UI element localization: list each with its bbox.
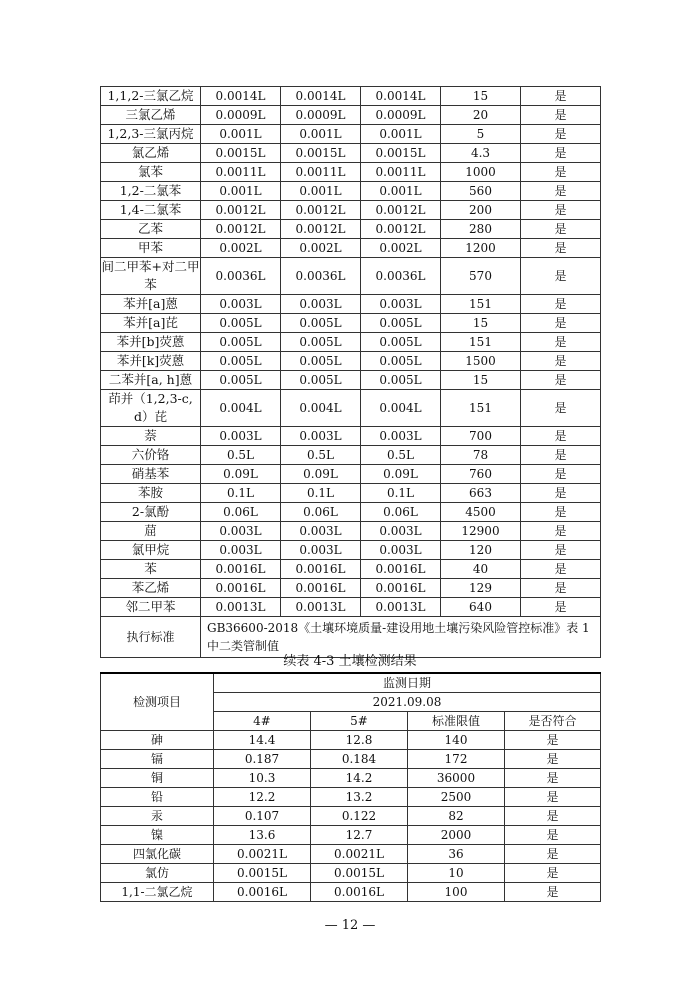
- item-name-cell: 1,4-二氯苯: [101, 201, 201, 220]
- value-cell: 0.5L: [281, 446, 361, 465]
- value-cell: 是: [521, 144, 601, 163]
- value-cell: 10.3: [214, 769, 311, 788]
- table-row: [101, 390, 601, 427]
- value-cell: 0.004L: [281, 390, 361, 427]
- value-cell: 0.0015L: [201, 144, 281, 163]
- table-row: [101, 465, 601, 484]
- item-name-cell: 间二甲苯+对二甲苯: [101, 258, 201, 295]
- table-row: [101, 427, 601, 446]
- table-row: [101, 788, 601, 807]
- table-row: [101, 446, 601, 465]
- value-cell: 0.003L: [281, 295, 361, 314]
- value-cell: 是: [521, 560, 601, 579]
- value-cell: 0.0016L: [214, 883, 311, 902]
- value-cell: 0.0012L: [201, 220, 281, 239]
- value-cell: 10: [408, 864, 505, 883]
- value-cell: 12.7: [311, 826, 408, 845]
- standard-label: 执行标准: [101, 617, 201, 658]
- table-row: [101, 144, 601, 163]
- value-cell: 0.0009L: [281, 106, 361, 125]
- table-row: [101, 484, 601, 503]
- value-cell: 是: [505, 769, 601, 788]
- item-name-cell: 氯乙烯: [101, 144, 201, 163]
- value-cell: 0.003L: [361, 522, 441, 541]
- value-cell: 0.002L: [281, 239, 361, 258]
- header-col-compliant: 是否符合: [505, 712, 601, 731]
- value-cell: 20: [441, 106, 521, 125]
- value-cell: 是: [521, 201, 601, 220]
- value-cell: 0.09L: [281, 465, 361, 484]
- value-cell: 700: [441, 427, 521, 446]
- value-cell: 40: [441, 560, 521, 579]
- value-cell: 0.0036L: [201, 258, 281, 295]
- value-cell: 151: [441, 333, 521, 352]
- item-name-cell: 2-氯酚: [101, 503, 201, 522]
- value-cell: 15: [441, 371, 521, 390]
- value-cell: 0.0036L: [281, 258, 361, 295]
- value-cell: 760: [441, 465, 521, 484]
- value-cell: 0.001L: [361, 125, 441, 144]
- value-cell: 是: [505, 845, 601, 864]
- value-cell: 是: [521, 220, 601, 239]
- header-col-5: 5#: [311, 712, 408, 731]
- value-cell: 13.6: [214, 826, 311, 845]
- table-row: [101, 807, 601, 826]
- value-cell: 0.003L: [361, 295, 441, 314]
- value-cell: 是: [505, 826, 601, 845]
- table-row: [101, 503, 601, 522]
- table-row: [101, 295, 601, 314]
- value-cell: 0.0015L: [214, 864, 311, 883]
- value-cell: 0.1L: [201, 484, 281, 503]
- standard-text: GB36600-2018《土壤环境质量-建设用地土壤污染风险管控标准》表 1 中二类管制值: [201, 617, 601, 658]
- item-name-cell: 乙苯: [101, 220, 201, 239]
- value-cell: 0.0021L: [214, 845, 311, 864]
- value-cell: 4500: [441, 503, 521, 522]
- value-cell: 0.0012L: [281, 220, 361, 239]
- item-name-cell: 苯并[b]荧蒽: [101, 333, 201, 352]
- header-col-4: 4#: [214, 712, 311, 731]
- value-cell: 172: [408, 750, 505, 769]
- value-cell: 12900: [441, 522, 521, 541]
- item-name-cell: 氯苯: [101, 163, 201, 182]
- header-monitor-date: 监测日期: [214, 673, 601, 693]
- table-row: [101, 87, 601, 106]
- value-cell: 5: [441, 125, 521, 144]
- item-name-cell: 六价铬: [101, 446, 201, 465]
- value-cell: 0.003L: [281, 522, 361, 541]
- value-cell: 0.09L: [361, 465, 441, 484]
- header-date: 2021.09.08: [214, 693, 601, 712]
- value-cell: 0.0013L: [281, 598, 361, 617]
- value-cell: 0.0016L: [201, 560, 281, 579]
- value-cell: 0.001L: [281, 182, 361, 201]
- value-cell: 0.0011L: [361, 163, 441, 182]
- value-cell: 是: [521, 371, 601, 390]
- table-row: [101, 352, 601, 371]
- value-cell: 36: [408, 845, 505, 864]
- value-cell: 0.004L: [201, 390, 281, 427]
- item-name-cell: 镉: [101, 750, 214, 769]
- value-cell: 1200: [441, 239, 521, 258]
- value-cell: 0.187: [214, 750, 311, 769]
- item-name-cell: 萘: [101, 427, 201, 446]
- value-cell: 是: [505, 731, 601, 750]
- value-cell: 0.0013L: [201, 598, 281, 617]
- value-cell: 0.0015L: [311, 864, 408, 883]
- table-row: [101, 258, 601, 295]
- item-name-cell: 苯: [101, 560, 201, 579]
- table-row: [101, 845, 601, 864]
- value-cell: 0.001L: [361, 182, 441, 201]
- value-cell: 151: [441, 390, 521, 427]
- value-cell: 0.0016L: [311, 883, 408, 902]
- table-row: [101, 579, 601, 598]
- value-cell: 15: [441, 314, 521, 333]
- value-cell: 0.1L: [281, 484, 361, 503]
- value-cell: 0.005L: [361, 314, 441, 333]
- header-col-limit: 标准限值: [408, 712, 505, 731]
- value-cell: 是: [521, 295, 601, 314]
- value-cell: 是: [521, 125, 601, 144]
- value-cell: 是: [521, 163, 601, 182]
- table-row: [101, 864, 601, 883]
- table-row: [101, 314, 601, 333]
- value-cell: 0.0021L: [311, 845, 408, 864]
- item-name-cell: 镍: [101, 826, 214, 845]
- item-name-cell: 铅: [101, 788, 214, 807]
- item-name-cell: 1,1-二氯乙烷: [101, 883, 214, 902]
- value-cell: 是: [505, 864, 601, 883]
- item-name-cell: 氯仿: [101, 864, 214, 883]
- item-name-cell: 茚并（1,2,3-c, d）芘: [101, 390, 201, 427]
- value-cell: 0.06L: [201, 503, 281, 522]
- value-cell: 0.0012L: [361, 201, 441, 220]
- table-row: [101, 769, 601, 788]
- value-cell: 12.2: [214, 788, 311, 807]
- table-row: [101, 220, 601, 239]
- value-cell: 0.001L: [201, 125, 281, 144]
- value-cell: 0.06L: [281, 503, 361, 522]
- value-cell: 129: [441, 579, 521, 598]
- value-cell: 1500: [441, 352, 521, 371]
- value-cell: 是: [521, 484, 601, 503]
- item-name-cell: 硝基苯: [101, 465, 201, 484]
- value-cell: 0.0014L: [201, 87, 281, 106]
- item-name-cell: 氯甲烷: [101, 541, 201, 560]
- table-row: [101, 826, 601, 845]
- value-cell: 是: [521, 106, 601, 125]
- value-cell: 0.0015L: [281, 144, 361, 163]
- table-row: [101, 883, 601, 902]
- item-name-cell: 苯并[a]芘: [101, 314, 201, 333]
- value-cell: 2500: [408, 788, 505, 807]
- value-cell: 0.005L: [361, 371, 441, 390]
- table-row: [101, 182, 601, 201]
- value-cell: 0.0036L: [361, 258, 441, 295]
- value-cell: 0.0009L: [201, 106, 281, 125]
- value-cell: 14.4: [214, 731, 311, 750]
- value-cell: 560: [441, 182, 521, 201]
- value-cell: 0.0011L: [281, 163, 361, 182]
- value-cell: 1000: [441, 163, 521, 182]
- item-name-cell: 苯乙烯: [101, 579, 201, 598]
- value-cell: 0.002L: [201, 239, 281, 258]
- value-cell: 0.005L: [281, 371, 361, 390]
- value-cell: 0.107: [214, 807, 311, 826]
- value-cell: 是: [505, 788, 601, 807]
- table-row: [101, 731, 601, 750]
- table-row: [101, 560, 601, 579]
- value-cell: 是: [521, 352, 601, 371]
- table-row: [101, 541, 601, 560]
- value-cell: 0.003L: [201, 427, 281, 446]
- item-name-cell: 邻二甲苯: [101, 598, 201, 617]
- value-cell: 是: [521, 182, 601, 201]
- value-cell: 0.122: [311, 807, 408, 826]
- value-cell: 是: [505, 807, 601, 826]
- value-cell: 13.2: [311, 788, 408, 807]
- value-cell: 是: [521, 390, 601, 427]
- value-cell: 是: [505, 883, 601, 902]
- value-cell: 是: [505, 750, 601, 769]
- table-row: [101, 201, 601, 220]
- item-name-cell: 䓛: [101, 522, 201, 541]
- value-cell: 0.0014L: [361, 87, 441, 106]
- value-cell: 是: [521, 314, 601, 333]
- value-cell: 0.184: [311, 750, 408, 769]
- value-cell: 663: [441, 484, 521, 503]
- item-name-cell: 苯并[k]荧蒽: [101, 352, 201, 371]
- value-cell: 0.0016L: [281, 560, 361, 579]
- standard-row: [101, 617, 601, 658]
- value-cell: 0.005L: [281, 352, 361, 371]
- item-name-cell: 铜: [101, 769, 214, 788]
- item-name-cell: 苯并[a]蒽: [101, 295, 201, 314]
- item-name-cell: 三氯乙烯: [101, 106, 201, 125]
- value-cell: 是: [521, 239, 601, 258]
- soil-results-table: [100, 672, 601, 902]
- value-cell: 0.005L: [201, 314, 281, 333]
- value-cell: 0.0011L: [201, 163, 281, 182]
- value-cell: 0.005L: [281, 314, 361, 333]
- value-cell: 640: [441, 598, 521, 617]
- value-cell: 0.0012L: [201, 201, 281, 220]
- value-cell: 0.005L: [281, 333, 361, 352]
- value-cell: 0.005L: [361, 333, 441, 352]
- value-cell: 0.09L: [201, 465, 281, 484]
- value-cell: 0.06L: [361, 503, 441, 522]
- value-cell: 0.1L: [361, 484, 441, 503]
- value-cell: 0.003L: [361, 427, 441, 446]
- value-cell: 120: [441, 541, 521, 560]
- item-name-cell: 四氯化碳: [101, 845, 214, 864]
- value-cell: 0.0012L: [281, 201, 361, 220]
- value-cell: 0.0016L: [281, 579, 361, 598]
- value-cell: 151: [441, 295, 521, 314]
- value-cell: 0.003L: [201, 295, 281, 314]
- item-name-cell: 苯胺: [101, 484, 201, 503]
- value-cell: 570: [441, 258, 521, 295]
- item-name-cell: 汞: [101, 807, 214, 826]
- value-cell: 14.2: [311, 769, 408, 788]
- value-cell: 0.003L: [201, 522, 281, 541]
- table-row: [101, 333, 601, 352]
- value-cell: 0.005L: [361, 352, 441, 371]
- value-cell: 0.001L: [201, 182, 281, 201]
- value-cell: 0.5L: [361, 446, 441, 465]
- value-cell: 15: [441, 87, 521, 106]
- value-cell: 0.005L: [201, 371, 281, 390]
- value-cell: 0.0015L: [361, 144, 441, 163]
- value-cell: 是: [521, 427, 601, 446]
- value-cell: 0.0009L: [361, 106, 441, 125]
- value-cell: 0.003L: [201, 541, 281, 560]
- value-cell: 是: [521, 598, 601, 617]
- item-name-cell: 1,1,2-三氯乙烷: [101, 87, 201, 106]
- item-name-cell: 甲苯: [101, 239, 201, 258]
- item-name-cell: 砷: [101, 731, 214, 750]
- page-number: — 12 —: [324, 918, 376, 933]
- value-cell: 82: [408, 807, 505, 826]
- value-cell: 0.005L: [201, 352, 281, 371]
- value-cell: 是: [521, 446, 601, 465]
- value-cell: 0.0014L: [281, 87, 361, 106]
- value-cell: 是: [521, 522, 601, 541]
- header-item: 检测项目: [101, 673, 214, 731]
- value-cell: 是: [521, 579, 601, 598]
- value-cell: 0.0013L: [361, 598, 441, 617]
- value-cell: 78: [441, 446, 521, 465]
- table-row: [101, 371, 601, 390]
- value-cell: 是: [521, 333, 601, 352]
- value-cell: 是: [521, 503, 601, 522]
- item-name-cell: 二苯并[a, h]蒽: [101, 371, 201, 390]
- value-cell: 4.3: [441, 144, 521, 163]
- value-cell: 是: [521, 87, 601, 106]
- value-cell: 0.003L: [361, 541, 441, 560]
- value-cell: 36000: [408, 769, 505, 788]
- value-cell: 是: [521, 258, 601, 295]
- value-cell: 2000: [408, 826, 505, 845]
- table-row: [101, 522, 601, 541]
- value-cell: 0.002L: [361, 239, 441, 258]
- table-row: [101, 750, 601, 769]
- item-name-cell: 1,2-二氯苯: [101, 182, 201, 201]
- value-cell: 100: [408, 883, 505, 902]
- value-cell: 200: [441, 201, 521, 220]
- value-cell: 是: [521, 465, 601, 484]
- value-cell: 是: [521, 541, 601, 560]
- table-caption: 续表 4-3 土壤检测结果: [283, 654, 417, 669]
- value-cell: 0.0016L: [361, 560, 441, 579]
- table-row: [101, 125, 601, 144]
- value-cell: 0.5L: [201, 446, 281, 465]
- value-cell: 0.005L: [201, 333, 281, 352]
- results-table-continued: [100, 86, 601, 658]
- table-row: [101, 106, 601, 125]
- value-cell: 12.8: [311, 731, 408, 750]
- table-row: [101, 598, 601, 617]
- value-cell: 0.003L: [281, 427, 361, 446]
- value-cell: 140: [408, 731, 505, 750]
- table-row: [101, 239, 601, 258]
- value-cell: 0.001L: [281, 125, 361, 144]
- value-cell: 0.004L: [361, 390, 441, 427]
- value-cell: 0.003L: [281, 541, 361, 560]
- item-name-cell: 1,2,3-三氯丙烷: [101, 125, 201, 144]
- value-cell: 0.0012L: [361, 220, 441, 239]
- table-row: [101, 163, 601, 182]
- value-cell: 0.0016L: [201, 579, 281, 598]
- value-cell: 280: [441, 220, 521, 239]
- value-cell: 0.0016L: [361, 579, 441, 598]
